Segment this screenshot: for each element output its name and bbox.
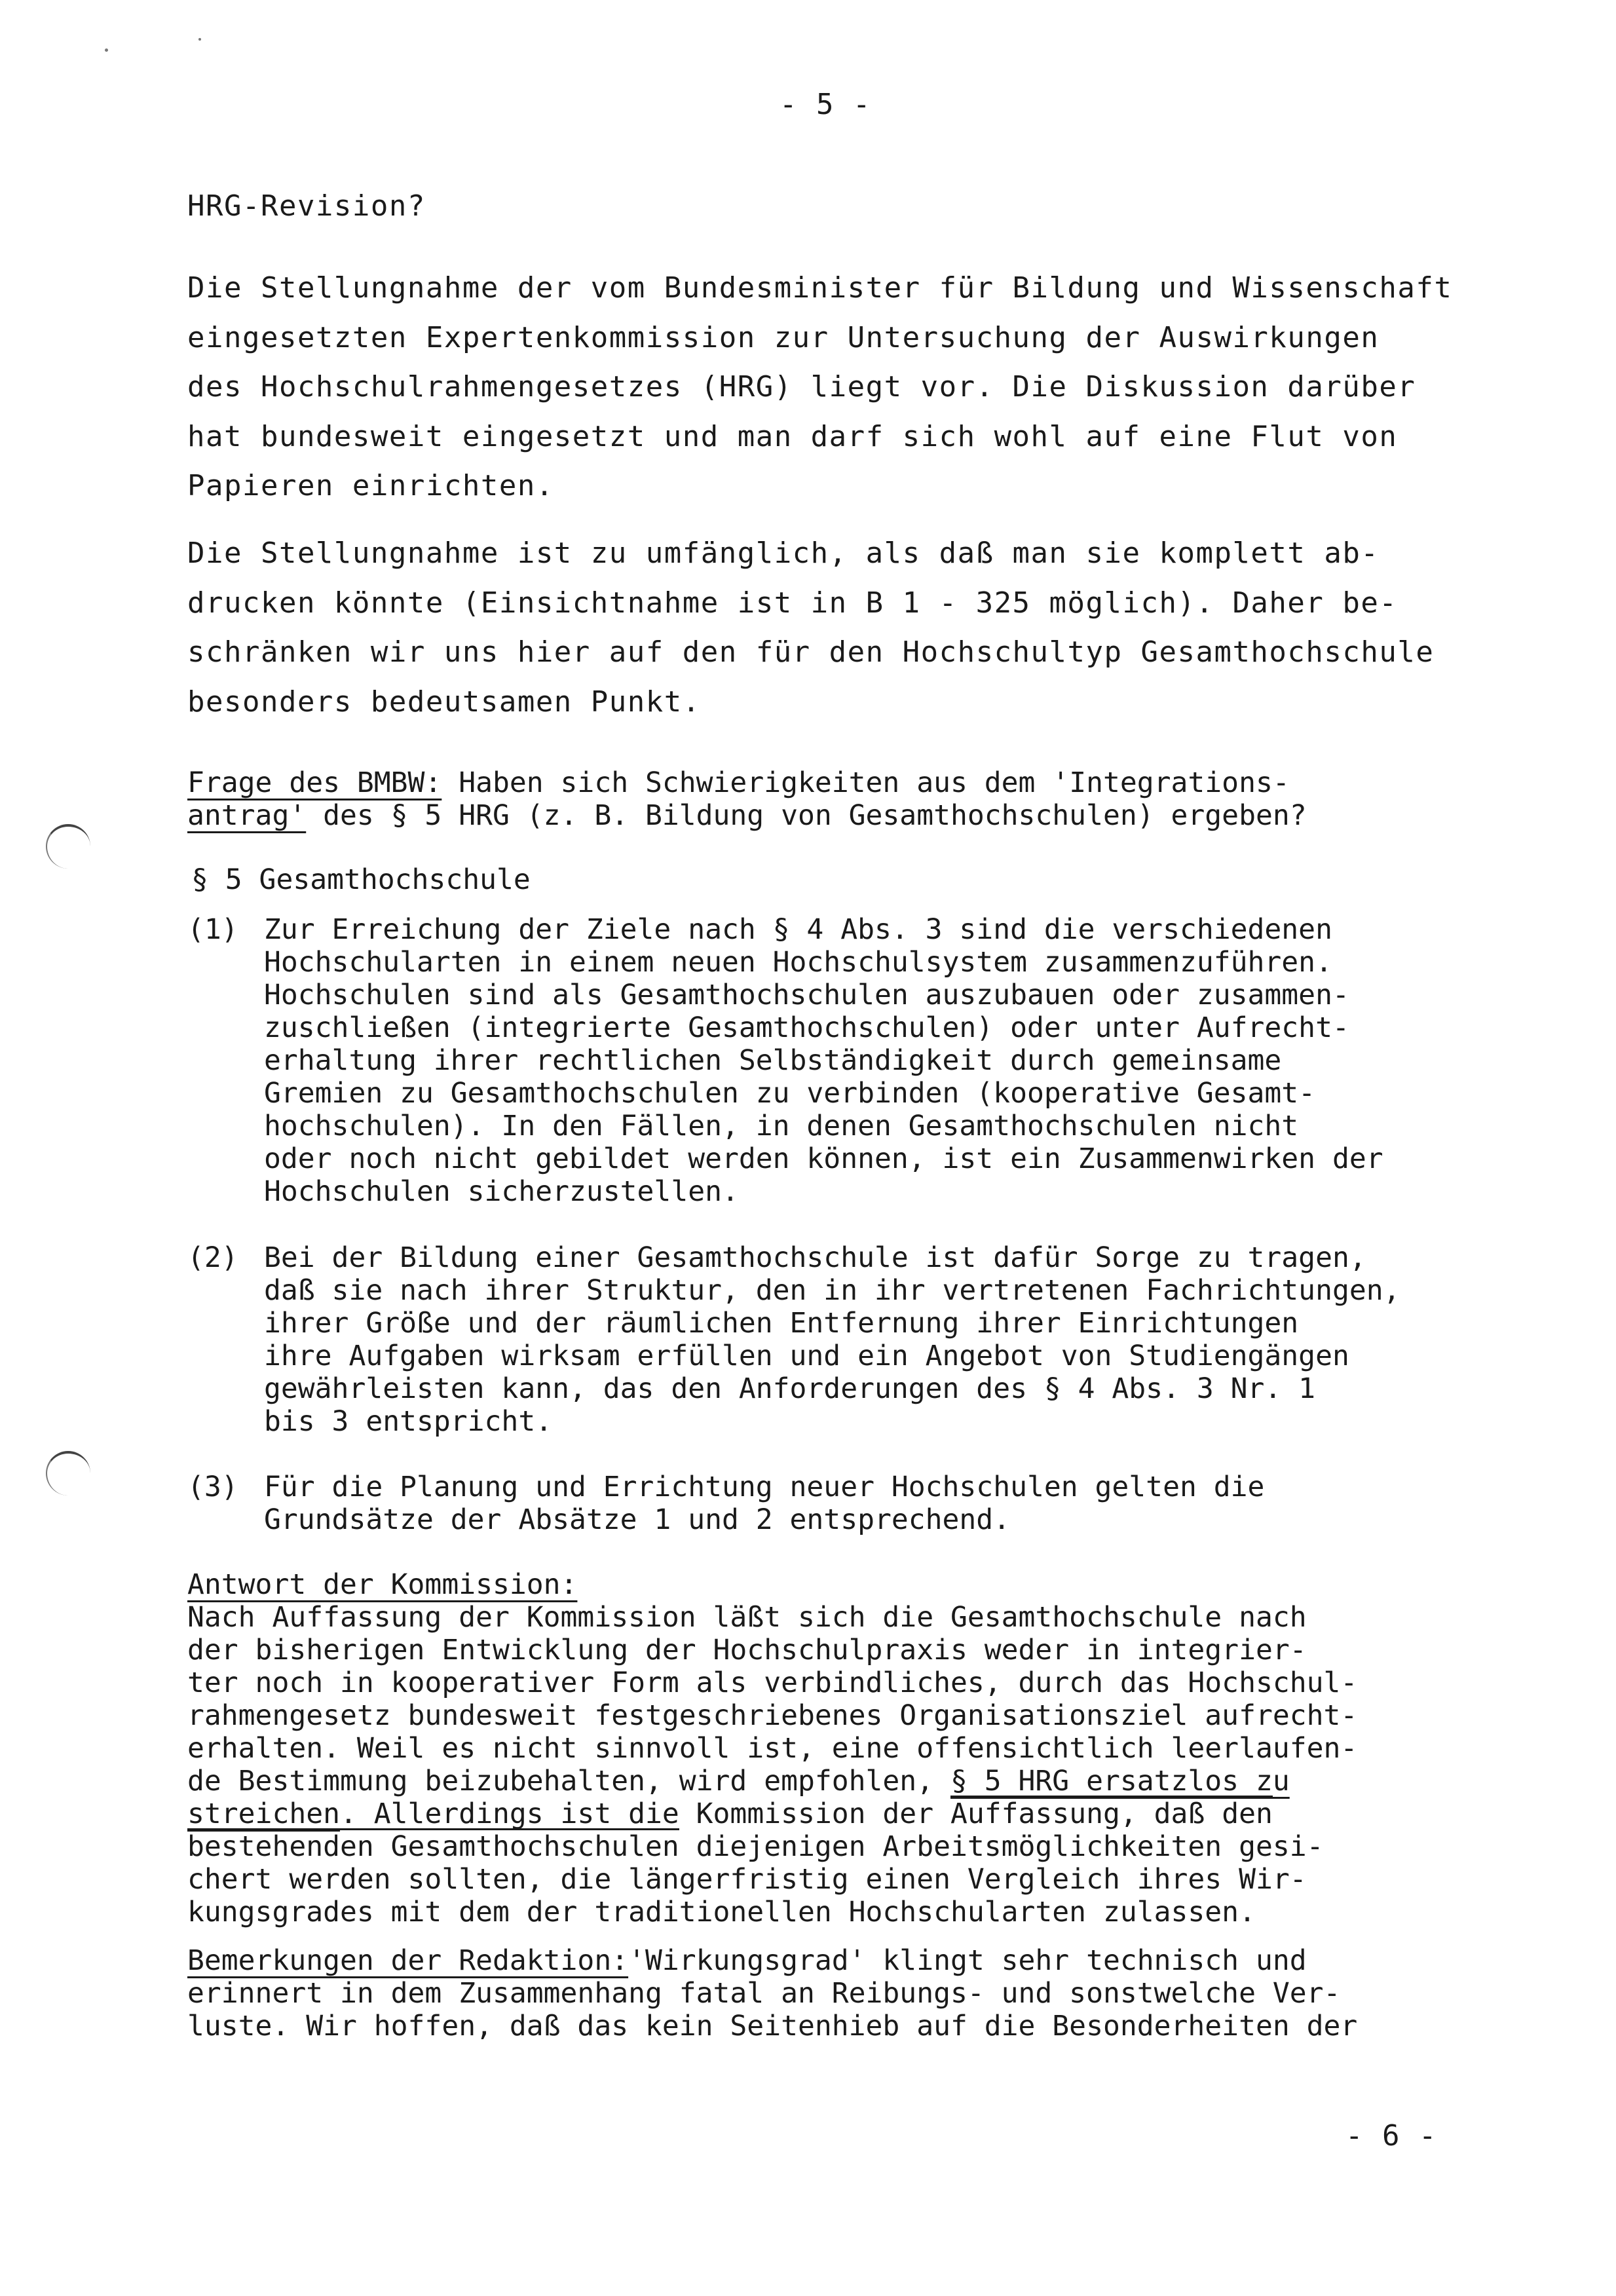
scan-speck [198, 38, 201, 41]
law-paragraph-number: (2) [187, 1241, 238, 1274]
text-line: Die Stellungnahme der vom Bundesminister für Bildung und Wissenschaft [187, 271, 1453, 305]
text-line: schränken wir uns hier auf den für den Hochschultyp Gesamthochschule [187, 635, 1435, 669]
commission-answer: Antwort der Kommission: Nach Auffassung der Kommission läßt sich die Gesamthochschule nach der bisherigen Entwicklung der Hochschulpraxis weder in integrier- ter noch in kooperativer Form als verbindliches, durch das Hochschul- rahmengesetz bundesweit festgeschriebenes Organisationsziel aufrecht- erhalten. Weil es nicht sinnvoll ist, eine offensichtlich leerlaufen- de Bestimmung beizubehalten, wird empfohlen, § 5 HRG ersatzlos zu streichen. Allerdings ist die Kommission der Auffassung, daß den bestehenden Gesamthochschulen diejenigen Arbeitsmöglichkeiten gesi- chert werden sollten, die längerfristig einen Vergleich ihres Wir- kungsgrades mit dem der traditionellen Hochschularten zulassen. [187, 1568, 1358, 1929]
law-title: § 5 Gesamthochschule [191, 863, 531, 896]
text-line: Papieren einrichten. [187, 469, 554, 502]
answer-label: Antwort der Kommission: [187, 1568, 578, 1601]
law-paragraph-3: Für die Planung und Errichtung neuer Hochschulen gelten die Grundsätze der Absätze 1 und 2 entsprechend. [264, 1471, 1265, 1536]
law-paragraph-2: Bei der Bildung einer Gesamthochschule ist dafür Sorge zu tragen, daß sie nach ihrer Struktur, den in ihr vertretenen Fachrichtungen, ihrer Größe und der räumlichen Entfernung ihrer Einrichtungen ihre Aufgaben wirksam erfüllen und ein Angebot von Studiengängen gewährleisten kann, das den Anforderungen des § 4 Abs. 3 Nr. 1 bis 3 entspricht. [264, 1241, 1400, 1438]
question-label: Frage des BMBW: [187, 766, 442, 799]
section-heading: HRG-Revision? [187, 189, 426, 223]
scope-paragraph [187, 529, 1434, 726]
editorial-remarks: Bemerkungen der Redaktion:'Wirkungsgrad' klingt sehr technisch und erinnert in dem Zusammenhang fatal an Reibungs- und sonstwelche Ver- luste. Wir hoffen, daß das kein Seitenhieb auf die Besonderheiten der [187, 1944, 1358, 2042]
text-line: des Hochschulrahmengesetzes (HRG) liegt vor. Die Diskussion darüber [187, 370, 1416, 404]
punch-hole-upper [46, 824, 90, 869]
law-paragraph-number: (3) [187, 1471, 238, 1503]
law-paragraph-number: (1) [187, 913, 238, 946]
remarks-label: Bemerkungen der Redaktion: [187, 1944, 629, 1977]
punch-hole-lower [46, 1451, 90, 1496]
page-number: - 5 - [780, 88, 871, 121]
text-line: hat bundesweit eingesetzt und man darf sich wohl auf eine Flut von [187, 419, 1398, 453]
bmbw-question: Frage des BMBW: Haben sich Schwierigkeiten aus dem 'Integrations- antrag' des § 5 HRG (z. B. Bildung von Gesamthochschulen) ergeben? [187, 766, 1307, 832]
scan-speck [105, 48, 108, 52]
text-line: Die Stellungnahme ist zu umfänglich, als daß man sie komplett ab- [187, 536, 1380, 570]
law-paragraph-1: Zur Erreichung der Ziele nach § 4 Abs. 3 sind die verschiedenen Hochschularten in einem neuen Hochschulsystem zusammenzuführen. Hochschulen sind als Gesamthochschulen auszubauen oder zusammen- zuschließen (integrierte Gesamthochschulen) oder unter Aufrecht- erhaltung ihrer rechtlichen Selbständigkeit durch gemeinsame Gremien zu Gesamthochschulen zu verbinden (kooperative Gesamt- hochschulen). In den Fällen, in denen Gesamthochschulen nicht oder noch nicht gebildet werden können, ist ein Zusammenwirken der Hochschulen sicherzustellen. [264, 913, 1383, 1208]
text-line: eingesetzten Expertenkommission zur Untersuchung der Auswirkungen [187, 320, 1380, 354]
text-line: drucken könnte (Einsichtnahme ist in B 1 - 325 möglich). Daher be- [187, 586, 1398, 620]
intro-paragraph [187, 263, 1452, 511]
text-line: besonders bedeutsamen Punkt. [187, 685, 701, 719]
next-page-marker: - 6 - [1345, 2119, 1437, 2153]
